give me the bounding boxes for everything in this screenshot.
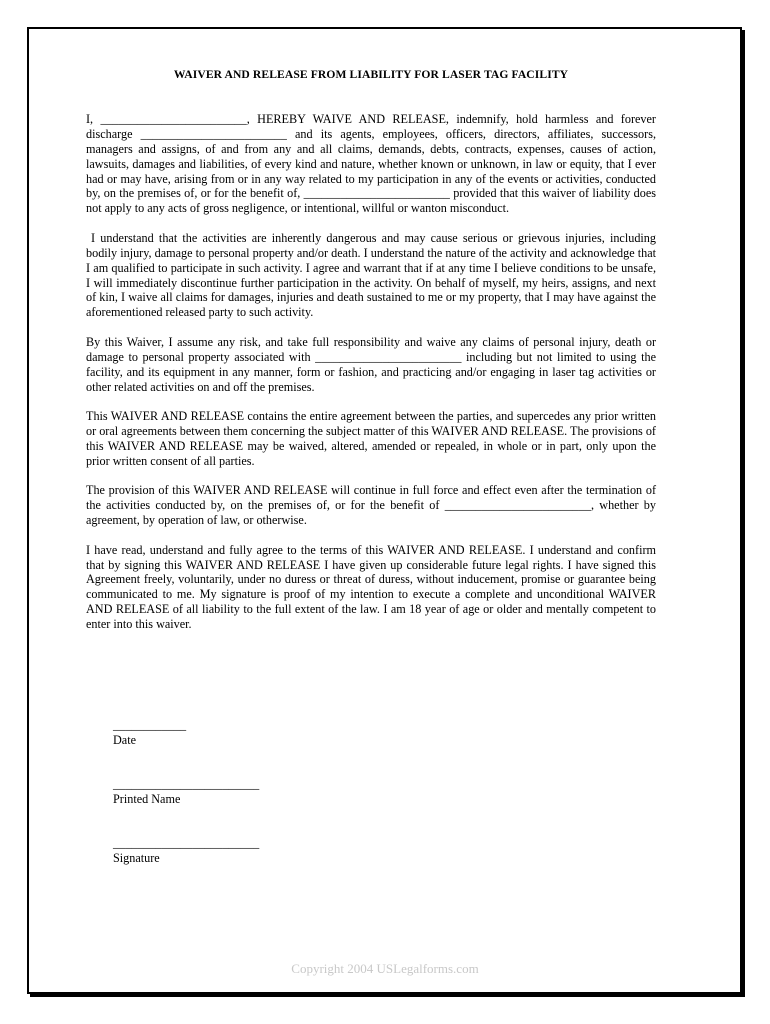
entire-agreement-paragraph: This WAIVER AND RELEASE contains the entire agreement between the parties, and supercedes any prior written or oral agreements between them concerning the subject matter of this WAIVER AND RELEASE. The provisions of this WAIVER AND RELEASE may be waived, altered, amended or repealed, in whole or in part, only upon the prior written consent of all parties. xyxy=(86,409,656,468)
document-body xyxy=(86,68,656,647)
printed-name-label: Printed Name xyxy=(113,792,181,806)
date-label: Date xyxy=(113,733,137,747)
survival-paragraph: The provision of this WAIVER AND RELEASE will continue in full force and effect even after the termination of the activities conducted by, on the premises of, or for the benefit of ________________________, whether by agreement, by operation of law, or otherwise. xyxy=(86,483,656,528)
signature-line: ________________________ xyxy=(113,836,260,850)
date-line: ____________ xyxy=(113,718,187,732)
document-title: WAIVER AND RELEASE FROM LIABILITY FOR LASER TAG FACILITY xyxy=(173,68,569,81)
risk-acknowledgement-paragraph: I understand that the activities are inherently dangerous and may cause serious or grievous injuries, including bodily injury, damage to personal property and/or death. I understand the nature of the activity and acknowledge that I am qualified to participate in such activity. I agree and warrant that if at any time I believe conditions to be unsafe, I will immediately discontinue further participation in the activity. On behalf of myself, my heirs, assigns, and next of kin, I waive all claims for damages, injuries and death sustained to me or my property, that I may have against the aforementioned released party to such activity. xyxy=(86,230,656,320)
assumption-of-risk-paragraph: By this Waiver, I assume any risk, and take full responsibility and waive any claims of personal injury, death or damage to personal property associated with ________________________ including but not limited to using the facility, and its equipment in any manner, form or fashion, and practicing and/or engaging in laser tag activities or other related activities on and off the premises. xyxy=(86,334,656,394)
copyright-watermark: Copyright 2004 USLegalforms.com xyxy=(291,961,479,976)
signature-label: Signature xyxy=(113,851,160,865)
printed-name-line: ________________________ xyxy=(113,777,260,791)
acknowledgement-paragraph: I have read, understand and fully agree to the terms of this WAIVER AND RELEASE. I understand and confirm that by signing this WAIVER AND RELEASE I have given up considerable future legal rights. I have signed this Agreement freely, voluntarily, under no duress or threat of duress, without inducement, promise or guarantee being communicated to me. My signature is proof of my intention to execute a complete and unconditional WAIVER AND RELEASE of all liability to the full extent of the law. I am 18 year of age or older and mentally competent to enter into this waiver. xyxy=(86,542,656,632)
date-block xyxy=(113,718,186,748)
release-paragraph: I, ________________________, HEREBY WAIVE AND RELEASE, indemnify, hold harmless and forever discharge ________________________ and its agents, employees, officers, directors, affiliates, successors, managers and assigns, of and from any and all claims, demands, debts, contracts, expenses, causes of action, lawsuits, damages and liabilities, of every kind and nature, whether known or unknown, in law or equity, that I ever had or may have, arising from or in any way related to my participation in any of the events or activities, conducted by, on the premises of, or for the benefit of, ________________________ provided that this waiver of liability does not apply to any acts of gross negligence, or intentional, willful or wanton misconduct. xyxy=(86,111,656,216)
signature-block xyxy=(113,836,259,866)
printed-name-block xyxy=(113,777,259,807)
